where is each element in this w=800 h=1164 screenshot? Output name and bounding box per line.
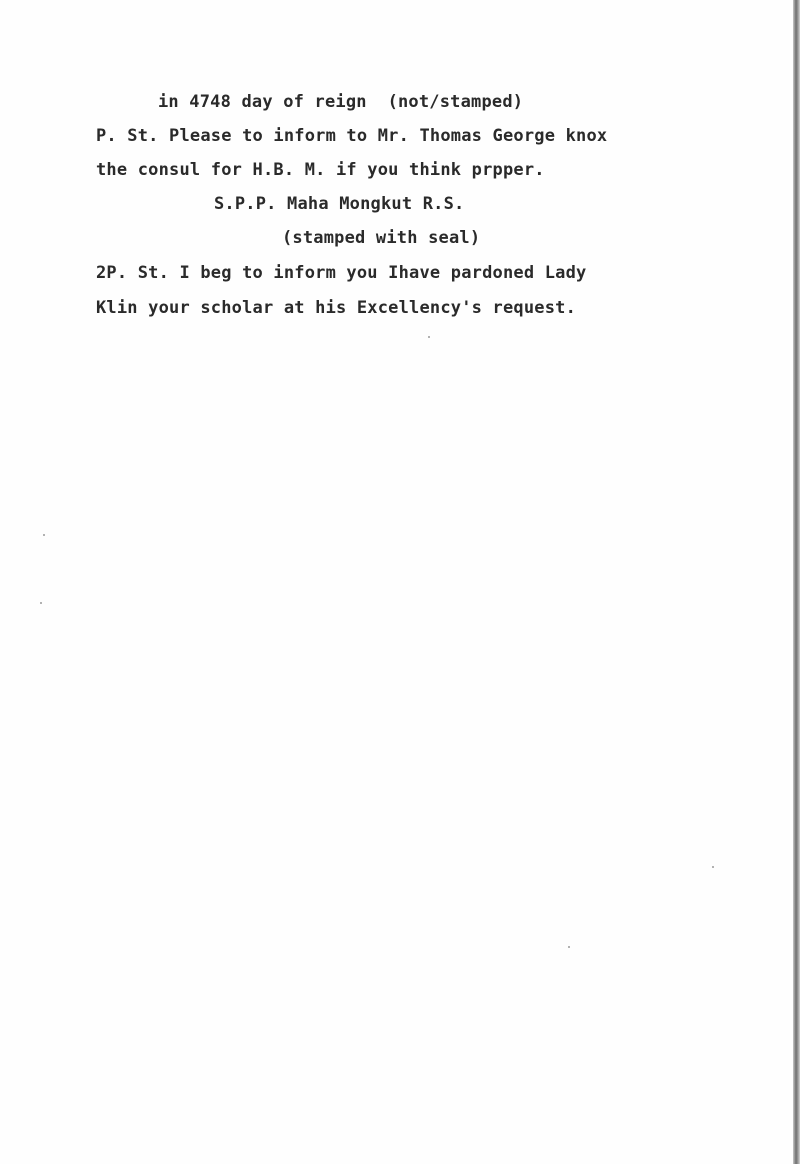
letter-line-4: Klin your scholar at his Excellency's request. (96, 298, 577, 318)
signature-line: S.P.P. Maha Mongkut R.S. (214, 194, 465, 214)
paper-speck (712, 866, 714, 868)
letter-line-3: 2P. St. I beg to inform you Ihave pardoned Lady (96, 263, 587, 283)
dated-header-line: in 4748 day of reign (not/stamped) (158, 92, 524, 112)
paper-speck (43, 534, 45, 536)
paper-edge-shadow (793, 0, 800, 1164)
paper-speck (40, 602, 42, 604)
seal-note-line: (stamped with seal) (282, 228, 481, 248)
paper-speck (428, 336, 430, 338)
letter-line-1: P. St. Please to inform to Mr. Thomas George knox (96, 126, 608, 146)
paper-speck (568, 946, 570, 948)
letter-line-2: the consul for H.B. M. if you think prpper. (96, 160, 545, 180)
